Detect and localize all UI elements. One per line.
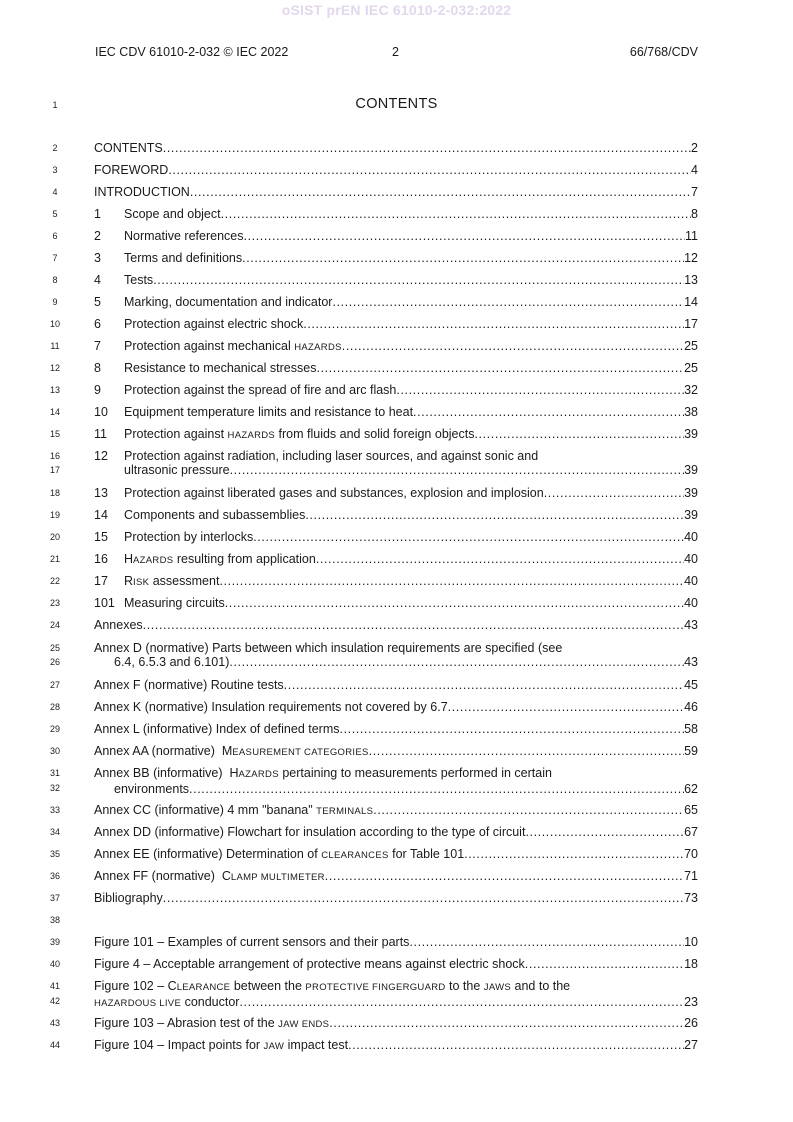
dot-leader bbox=[244, 229, 686, 243]
dot-leader bbox=[153, 273, 684, 287]
dot-leader bbox=[163, 891, 684, 905]
toc-entry-title-line1: Protection against radiation, including laser sources, and against sonic and bbox=[124, 449, 539, 463]
toc-entry-page: 13 bbox=[684, 273, 698, 287]
dot-leader bbox=[448, 700, 684, 714]
toc-entry[interactable] bbox=[94, 530, 698, 544]
toc-entry-text: C bbox=[221, 869, 231, 883]
defined-term: AZARDS bbox=[238, 769, 279, 780]
dot-leader bbox=[316, 552, 684, 566]
dot-leader bbox=[325, 869, 684, 883]
dot-leader bbox=[525, 825, 684, 839]
toc-entry-title: ultrasonic pressure bbox=[124, 463, 230, 477]
defined-term: PROTECTIVE FINGERGUARD bbox=[305, 982, 446, 993]
dot-leader bbox=[409, 935, 684, 949]
line-number: 11 bbox=[50, 341, 60, 351]
toc-entry-text: Protection against bbox=[124, 427, 225, 441]
line-number: 31 bbox=[49, 768, 60, 778]
toc-entry-page: 14 bbox=[684, 295, 698, 309]
dot-leader bbox=[190, 185, 691, 199]
toc-entry[interactable] bbox=[94, 596, 698, 610]
toc-entry[interactable] bbox=[94, 722, 698, 736]
toc-entry-number: 16 bbox=[94, 552, 108, 566]
toc-entry-page: 25 bbox=[684, 339, 698, 353]
toc-entry[interactable] bbox=[94, 803, 698, 819]
line-number: 15 bbox=[49, 429, 60, 439]
dot-leader bbox=[219, 574, 684, 588]
line-number: 44 bbox=[49, 1040, 60, 1050]
toc-entry-number: 13 bbox=[94, 486, 108, 500]
line-number: 3 bbox=[52, 165, 58, 175]
toc-entry-text: R bbox=[124, 574, 134, 588]
toc-entry-title: Figure 4 – Acceptable arrangement of protective means against electric shock bbox=[94, 957, 525, 971]
toc-entry[interactable] bbox=[94, 869, 698, 885]
toc-entry-page: 40 bbox=[684, 596, 698, 610]
toc-entry-text: conductor bbox=[184, 995, 240, 1009]
line-number: 12 bbox=[49, 363, 60, 373]
toc-entry-text: M bbox=[221, 744, 233, 758]
toc-entry-text: Figure 103 – Abrasion test of the bbox=[94, 1016, 275, 1030]
toc-entry-page: 39 bbox=[684, 508, 698, 522]
line-number: 21 bbox=[49, 554, 60, 564]
toc-entry-title: Protection against electric shock bbox=[124, 317, 304, 331]
toc-entry-title bbox=[94, 869, 325, 885]
toc-entry-title: Protection against liberated gases and substances, explosion and implosion bbox=[124, 486, 544, 500]
toc-entry-title: INTRODUCTION bbox=[94, 185, 190, 199]
toc-entry[interactable] bbox=[94, 957, 698, 971]
line-number: 27 bbox=[49, 680, 60, 690]
toc-entry-page: 67 bbox=[684, 825, 698, 839]
toc-entry-text: assessment bbox=[152, 574, 220, 588]
header-page-number: 2 bbox=[392, 45, 399, 59]
dot-leader bbox=[305, 508, 684, 522]
toc-entry-page: 10 bbox=[684, 935, 698, 949]
defined-term: HAZARDS bbox=[294, 342, 342, 353]
line-number: 2 bbox=[52, 143, 58, 153]
toc-entry-title: Annex K (normative) Insulation requirements not covered by 6.7 bbox=[94, 700, 448, 714]
toc-entry-number: 7 bbox=[94, 339, 101, 353]
toc-entry-page: 73 bbox=[684, 891, 698, 905]
line-number: 5 bbox=[52, 209, 58, 219]
toc-entry-title: Tests bbox=[124, 273, 154, 287]
dot-leader bbox=[413, 405, 684, 419]
toc-entry-page: 40 bbox=[684, 574, 698, 588]
line-number: 7 bbox=[52, 253, 58, 263]
line-number: 37 bbox=[49, 893, 60, 903]
toc-entry-title: Annex F (normative) Routine tests bbox=[94, 678, 284, 692]
toc-entry-title: Protection against the spread of fire and arc flash bbox=[124, 383, 397, 397]
toc-entry[interactable] bbox=[94, 185, 698, 199]
toc-entry-title: Resistance to mechanical stresses bbox=[124, 361, 317, 375]
toc-entry-title: Bibliography bbox=[94, 891, 163, 905]
toc-entry-number: 5 bbox=[94, 295, 101, 309]
toc-entry-text: H bbox=[229, 766, 239, 780]
toc-entry-title: Annexes bbox=[94, 618, 143, 632]
dot-leader bbox=[242, 251, 684, 265]
line-number: 32 bbox=[49, 783, 60, 793]
toc-entry-title: Scope and object bbox=[124, 207, 221, 221]
toc-entry[interactable] bbox=[94, 825, 698, 839]
line-number: 26 bbox=[49, 657, 60, 667]
toc-entry-number: 14 bbox=[94, 508, 108, 522]
toc-entry-text: resulting from application bbox=[176, 552, 316, 566]
dot-leader bbox=[163, 141, 691, 155]
toc-entry-title bbox=[124, 574, 219, 590]
toc-entry-page: 40 bbox=[684, 552, 698, 566]
toc-entry-text: from fluids and solid foreign objects bbox=[278, 427, 475, 441]
toc-entry[interactable] bbox=[94, 273, 698, 287]
toc-entry[interactable] bbox=[94, 361, 698, 375]
dot-leader bbox=[189, 782, 684, 796]
dot-leader bbox=[340, 722, 685, 736]
toc-entry[interactable] bbox=[94, 163, 698, 177]
toc-entry-page: 65 bbox=[684, 803, 698, 817]
toc-entry-page: 32 bbox=[684, 383, 698, 397]
toc-entry-title: Measuring circuits bbox=[124, 596, 225, 610]
toc-entry-number: 8 bbox=[94, 361, 101, 375]
dot-leader bbox=[373, 803, 684, 817]
line-number: 24 bbox=[49, 620, 60, 630]
toc-entry-title bbox=[94, 1016, 329, 1032]
toc-entry-title bbox=[94, 995, 239, 1011]
header-document-id: IEC CDV 61010-2-032 © IEC 2022 bbox=[95, 45, 289, 59]
line-number: 13 bbox=[49, 385, 60, 395]
toc-entry-page: 8 bbox=[691, 207, 698, 221]
dot-leader bbox=[396, 383, 684, 397]
toc-entry-page: 2 bbox=[691, 141, 698, 155]
toc-entry-title bbox=[94, 744, 369, 760]
toc-entry-number: 1 bbox=[94, 207, 101, 221]
dot-leader bbox=[143, 618, 684, 632]
line-number: 14 bbox=[49, 407, 60, 417]
line-number: 16 bbox=[49, 451, 60, 461]
line-number: 4 bbox=[52, 187, 58, 197]
toc-entry-title: CONTENTS bbox=[94, 141, 163, 155]
toc-entry-title: Marking, documentation and indicator bbox=[124, 295, 333, 309]
defined-term: AZARDS bbox=[133, 555, 174, 566]
toc-entry-text: for Table 101 bbox=[392, 847, 465, 861]
toc-entry[interactable] bbox=[94, 678, 698, 692]
toc-entry-text: to the bbox=[449, 979, 481, 993]
toc-entry-text: Annex BB (informative) bbox=[94, 766, 223, 780]
toc-entry[interactable] bbox=[94, 1016, 698, 1032]
line-number: 28 bbox=[49, 702, 60, 712]
toc-entry-page: 46 bbox=[684, 700, 698, 714]
toc-entry-page: 62 bbox=[684, 782, 698, 796]
toc-entry-text: Annex FF (normative) bbox=[94, 869, 215, 883]
defined-term: JAWS bbox=[483, 982, 512, 993]
dot-leader bbox=[229, 655, 684, 669]
dot-leader bbox=[369, 744, 684, 758]
dot-leader bbox=[544, 486, 684, 500]
dot-leader bbox=[284, 678, 684, 692]
toc-entry[interactable] bbox=[94, 618, 698, 632]
line-number: 19 bbox=[49, 510, 60, 520]
toc-entry[interactable] bbox=[94, 251, 698, 265]
toc-entry[interactable] bbox=[94, 449, 698, 477]
toc-entry-page: 38 bbox=[684, 405, 698, 419]
dot-leader bbox=[348, 1038, 684, 1052]
toc-entry-number: 2 bbox=[94, 229, 101, 243]
toc-entry[interactable] bbox=[94, 744, 698, 760]
toc-entry-text: Figure 102 – bbox=[94, 979, 165, 993]
toc-entry[interactable] bbox=[94, 229, 698, 243]
line-number: 42 bbox=[49, 996, 60, 1006]
toc-entry-page: 11 bbox=[685, 229, 698, 243]
toc-entry-title bbox=[94, 847, 464, 863]
toc-entry-page: 26 bbox=[684, 1016, 698, 1030]
line-number: 1 bbox=[52, 100, 58, 110]
line-number: 20 bbox=[49, 532, 60, 542]
toc-entry-number: 9 bbox=[94, 383, 101, 397]
toc-entry-title: Components and subassemblies bbox=[124, 508, 306, 522]
dot-leader bbox=[221, 207, 691, 221]
toc-entry[interactable] bbox=[94, 405, 698, 419]
toc-entry-title bbox=[124, 427, 474, 443]
dot-leader bbox=[332, 295, 684, 309]
defined-term: JAW bbox=[263, 1041, 285, 1052]
toc-entry-text: impact test bbox=[287, 1038, 349, 1052]
toc-entry[interactable] bbox=[94, 295, 698, 309]
toc-entry-page: 18 bbox=[684, 957, 698, 971]
toc-entry[interactable] bbox=[94, 766, 698, 796]
line-number: 22 bbox=[49, 576, 60, 586]
line-number: 6 bbox=[52, 231, 58, 241]
toc-entry[interactable] bbox=[94, 207, 698, 221]
dot-leader bbox=[474, 427, 684, 441]
dot-leader bbox=[253, 530, 684, 544]
toc-entry-page: 45 bbox=[684, 678, 698, 692]
toc-entry-text: C bbox=[167, 979, 177, 993]
toc-entry-title: FOREWORD bbox=[94, 163, 169, 177]
dot-leader bbox=[168, 163, 691, 177]
toc-entry-number: 4 bbox=[94, 273, 101, 287]
toc-entry-text: Figure 104 – Impact points for bbox=[94, 1038, 261, 1052]
toc-entry-page: 39 bbox=[684, 486, 698, 500]
toc-entry-text: pertaining to measurements performed in certain bbox=[282, 766, 552, 780]
toc-entry-page: 39 bbox=[684, 427, 698, 441]
toc-entry-title: Equipment temperature limits and resistance to heat bbox=[124, 405, 414, 419]
defined-term: LEARANCE bbox=[176, 982, 231, 993]
toc-entry[interactable] bbox=[94, 317, 698, 331]
toc-entry[interactable] bbox=[94, 847, 698, 863]
toc-entry-title-line1: Annex D (normative) Parts between which insulation requirements are specified (see bbox=[94, 641, 563, 655]
toc-entry-page: 59 bbox=[684, 744, 698, 758]
line-number: 38 bbox=[49, 915, 60, 925]
toc-entry[interactable] bbox=[94, 486, 698, 500]
toc-entry-page: 70 bbox=[684, 847, 698, 861]
toc-entry[interactable] bbox=[94, 339, 698, 355]
toc-entry-number: 15 bbox=[94, 530, 108, 544]
dot-leader bbox=[342, 339, 684, 353]
defined-term: TERMINALS bbox=[316, 806, 374, 817]
toc-entry-text: Protection against mechanical bbox=[124, 339, 291, 353]
toc-entry-number: 3 bbox=[94, 251, 101, 265]
line-number: 43 bbox=[49, 1018, 60, 1028]
line-number: 25 bbox=[49, 643, 60, 653]
line-number: 41 bbox=[49, 981, 60, 991]
header-reference: 66/768/CDV bbox=[629, 45, 698, 59]
defined-term: HAZARDS bbox=[227, 430, 276, 441]
toc-entry-text: Annex CC (informative) 4 mm "banana" bbox=[94, 803, 313, 817]
toc-entry[interactable] bbox=[94, 574, 698, 590]
toc-entry-number: 101 bbox=[94, 596, 115, 610]
toc-entry-page: 4 bbox=[691, 163, 698, 177]
line-number: 34 bbox=[49, 827, 60, 837]
defined-term: HAZARDOUS LIVE bbox=[94, 998, 182, 1009]
toc-entry-title bbox=[94, 1038, 348, 1054]
toc-entry-text: H bbox=[124, 552, 134, 566]
dot-leader bbox=[225, 596, 684, 610]
toc-entry-title bbox=[124, 339, 342, 355]
toc-entry-number: 6 bbox=[94, 317, 101, 331]
toc-entry-page: 43 bbox=[684, 618, 698, 632]
line-number: 33 bbox=[49, 805, 60, 815]
dot-leader bbox=[464, 847, 684, 861]
line-number: 36 bbox=[49, 871, 60, 881]
line-number: 9 bbox=[52, 297, 58, 307]
toc-entry-page: 17 bbox=[684, 317, 698, 331]
toc-entry[interactable] bbox=[94, 508, 698, 522]
toc-entry-title: Protection by interlocks bbox=[124, 530, 254, 544]
toc-entry[interactable] bbox=[94, 935, 698, 949]
toc-entry[interactable] bbox=[94, 891, 698, 905]
toc-entry-title-line1 bbox=[94, 766, 552, 782]
toc-entry-title: Annex L (informative) Index of defined terms bbox=[94, 722, 340, 736]
toc-entry-text: Annex EE (informative) Determination of bbox=[94, 847, 318, 861]
dot-leader bbox=[303, 317, 684, 331]
dot-leader bbox=[316, 361, 684, 375]
dot-leader bbox=[329, 1016, 684, 1030]
toc-entry-page: 27 bbox=[684, 1038, 698, 1052]
dot-leader bbox=[525, 957, 684, 971]
toc-entry-page: 12 bbox=[684, 251, 698, 265]
toc-entry-page: 7 bbox=[691, 185, 698, 199]
toc-entry-text: between the bbox=[233, 979, 302, 993]
toc-entry-title: Annex DD (informative) Flowchart for insulation according to the type of circuit bbox=[94, 825, 526, 839]
toc-entry[interactable] bbox=[94, 700, 698, 714]
toc-entry-page: 43 bbox=[684, 655, 698, 669]
line-number: 40 bbox=[49, 959, 60, 969]
defined-term: ISK bbox=[133, 577, 150, 588]
line-number: 10 bbox=[49, 319, 60, 329]
toc-entry-page: 71 bbox=[684, 869, 698, 883]
toc-entry[interactable] bbox=[94, 1038, 698, 1054]
toc-entry-page: 25 bbox=[684, 361, 698, 375]
toc-entry[interactable] bbox=[94, 641, 698, 669]
toc-entry-title bbox=[94, 803, 373, 819]
toc-entry-title-line1 bbox=[94, 979, 570, 995]
line-number: 35 bbox=[49, 849, 60, 859]
toc-entry-text: and to the bbox=[514, 979, 571, 993]
dot-leader bbox=[239, 995, 684, 1009]
line-number: 18 bbox=[49, 488, 60, 498]
toc-entry[interactable] bbox=[94, 427, 698, 443]
toc-entry-title: 6.4, 6.5.3 and 6.101) bbox=[114, 655, 230, 669]
toc-entry-page: 23 bbox=[684, 995, 698, 1009]
toc-entry-page: 40 bbox=[684, 530, 698, 544]
toc-entry-title: Normative references bbox=[124, 229, 244, 243]
defined-term: EASUREMENT CATEGORIES bbox=[232, 747, 369, 758]
toc-entry-title: Terms and definitions bbox=[124, 251, 243, 265]
toc-entry-number: 12 bbox=[94, 449, 108, 463]
line-number: 30 bbox=[49, 746, 60, 756]
toc-entry-number: 10 bbox=[94, 405, 108, 419]
toc-entry[interactable] bbox=[94, 141, 698, 155]
line-number: 39 bbox=[49, 937, 60, 947]
toc-entry-text: Annex AA (normative) bbox=[94, 744, 215, 758]
toc-entry-title: environments bbox=[114, 782, 190, 796]
toc-entry-page: 39 bbox=[684, 463, 698, 477]
line-number: 23 bbox=[49, 598, 60, 608]
defined-term: CLEARANCES bbox=[321, 850, 389, 861]
defined-term: LAMP MULTIMETER bbox=[230, 872, 325, 883]
toc-entry-title: Figure 101 – Examples of current sensors and their parts bbox=[94, 935, 410, 949]
watermark: oSIST prEN IEC 61010-2-032:2022 bbox=[281, 2, 512, 18]
toc-entry-title bbox=[124, 552, 316, 568]
page-title: CONTENTS bbox=[355, 96, 438, 112]
line-number: 17 bbox=[49, 465, 60, 475]
toc-entry-number: 11 bbox=[94, 427, 107, 441]
toc-entry-number: 17 bbox=[94, 574, 108, 588]
dot-leader bbox=[230, 463, 684, 477]
line-number: 8 bbox=[52, 275, 58, 285]
toc-entry[interactable] bbox=[94, 552, 698, 568]
line-number: 29 bbox=[49, 724, 60, 734]
toc-entry[interactable] bbox=[94, 979, 698, 1011]
toc-entry-page: 58 bbox=[684, 722, 698, 736]
toc-entry[interactable] bbox=[94, 383, 698, 397]
defined-term: JAW ENDS bbox=[278, 1019, 330, 1030]
